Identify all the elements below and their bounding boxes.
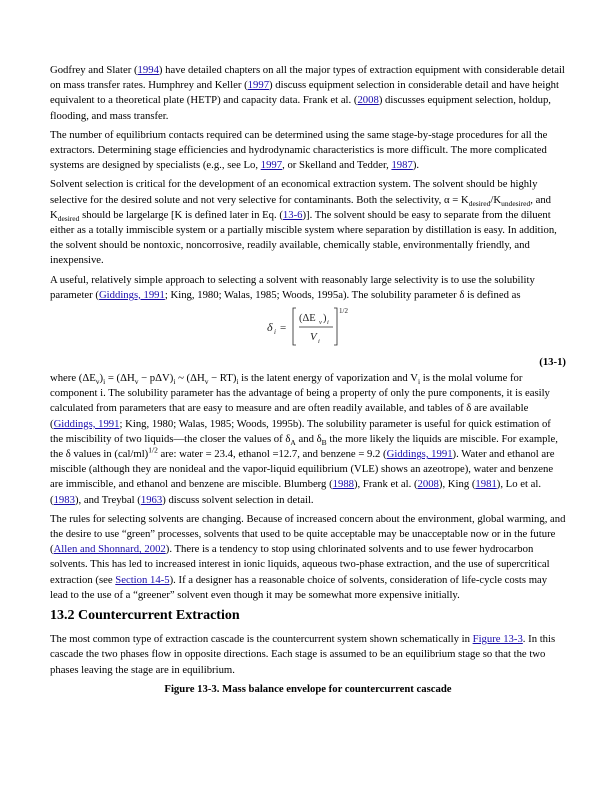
link-treybal-1963[interactable]: 1963 — [140, 493, 163, 506]
eq-equals: = — [280, 322, 287, 335]
link-frank-2008[interactable]: 2008 — [357, 94, 379, 107]
paragraph-countercurrent: The most common type of extraction cascade is the countercurrent system shown schematically in Figure 13-3. In this cascade the two phases flow in opposite directions. Each stage is assumed to be an equilibrium stage so that the two phases leaving the stage are in equilibrium. — [50, 633, 556, 676]
eq-numerator: (ΔE — [299, 313, 316, 325]
eq-numerator-sub2: i — [327, 319, 329, 327]
equation-graphic — [265, 303, 355, 349]
link-lo-1983[interactable]: 1983 — [53, 493, 75, 506]
equation-13-1 — [50, 303, 566, 351]
link-frank-2008-b[interactable]: 2008 — [417, 478, 439, 491]
link-giddings-1991-a[interactable]: Giddings, 1991 — [98, 288, 165, 301]
eq-numerator-sub: v — [319, 319, 322, 327]
link-allen-shonnard-2002[interactable]: Allen and Shonnard, 2002 — [53, 543, 166, 556]
paragraph-equilibrium-contacts: The number of equilibrium contacts required can be determined using the same stage-by-stage procedures for all the extractors. Determining stage efficiencies and hydrodynamic characteristics is more difficult. The more complicated systems are designed by specialists (e.g., see Lo, 1997, or Skelland and Tedder, 1987). — [50, 128, 548, 172]
equation-number: (13-1) — [539, 356, 566, 369]
paragraph-equipment-references: Godfrey and Slater (1994) have detailed chapters on all the major types of extraction equipment with considerable detail on mass transfer rates. Humphrey and Keller (1997) discuss equipment selection in considerable detail and have height equivalent to a theoretical plate (HETP) and capacity data. Frank et al. (2008) discusses equipment selection, holdup, flooding, and mass transfer. — [50, 64, 565, 122]
eq-denominator-sub: i — [318, 338, 320, 346]
figure-caption: Figure 13-3. Mass balance envelope for countercurrent cascade — [164, 682, 452, 695]
link-blumberg-1988[interactable]: 1988 — [332, 478, 354, 491]
paragraph-latent-energy: where $(\Delta E_v)_i = (\Delta H_v - p\Delta V)_i$ ~ $(\Delta H_v - RT)_i$ is the latent energy of vaporization and $V_i$ is the molal volume for component i. The solubility parameter has the advantage of being a property of only the pure components, it is easily calculated from parameters that are easy to measure and are often readily available, and tables of δ are available (Giddings, 1991; King, 1980; Walas, 1985; Woods, 1995b). The solubility parameter is useful for quick estimation of the miscibility of two liquids—the closer the values of $\delta_A$ and $\delta_B$ the more likely the liquids are miscible. For example, the δ values in $(cal/ml)^{1/2}$ are: water = 23.4, ethanol =12.7, and benzene = 9.2 (Giddings, 1991). Water and ethanol are miscible (although they are nonideal and the vapor-liquid equilibrium (VLE) shows an azeotrope), water and benzene are immiscible, and ethanol and benzene are miscible. Blumberg (1988), Frank et al. (2008), King (1981), Lo et al. (1983), and Treybal (1963) discuss solvent selection in detail. — [50, 372, 558, 506]
section-heading: 13.2 Countercurrent Extraction — [50, 608, 240, 624]
eq-numerator-close: ) — [323, 313, 327, 325]
eq-delta: δ — [267, 320, 273, 335]
eq-delta-sub: i — [274, 328, 276, 337]
link-lo-1997[interactable]: 1997 — [260, 159, 283, 172]
eq-exponent: 1/2 — [339, 307, 348, 316]
link-section-14-5[interactable]: Section 14-5 — [115, 573, 170, 586]
link-giddings-1991-b[interactable]: Giddings, 1991 — [53, 417, 120, 430]
link-humphrey-1997[interactable]: 1997 — [247, 79, 270, 92]
paragraph-green-solvents: The rules for selecting solvents are changing. Because of increased concern about the environment, global warming, and the desire to use “green” processes, solvents that used to be quite acceptable may be unacceptable now or in the future (Allen and Shonnard, 2002). There is a tendency to stop using chlorinated solvents and to use fewer hydrocarbon solvents. This has led to increased interest in ionic liquids, aqueous two-phase extraction, and the use of supercritical extraction (see Section 14-5). If a designer has a reasonable choice of solvents, consideration of life-cycle costs may lead to the use of a “greener” solvent even though it may be somewhat more expensive initially. — [50, 512, 566, 601]
link-skelland-1987[interactable]: 1987 — [391, 159, 413, 172]
eq-left-bracket — [293, 308, 296, 345]
paragraph-solvent-selection: Solvent selection is critical for the development of an economical extraction system. The solvent should be highly selective for the desired solute and not very selective for contaminants. Both the selectivity, $\alpha = K_{desired}/K_{undesired}$, and $K_{desired}$ should be largelarge [K is defined later in Eq. (13-6)]. The solvent should be easy to separate from the diluent either as a totally immiscible system or a partially miscible system where separation by distillation is easy. In addition, the solvent should be nontoxic, noncorrosive, readily available, chemically stable, environmentally friendly, and inexpensive. — [50, 178, 557, 267]
eq-right-bracket — [334, 308, 337, 345]
link-eq-13-6[interactable]: 13-6 — [282, 208, 303, 221]
document-page — [50, 63, 566, 696]
link-king-1981[interactable]: 1981 — [475, 478, 497, 491]
paragraph-solubility-parameter: A useful, relatively simple approach to selecting a solvent with reasonably large selectivity is to use the solubility parameter (Giddings, 1991; King, 1980; Walas, 1985; Woods, 1995a). The solubility parameter δ is defined as — [50, 273, 535, 301]
link-godfrey-1994[interactable]: 1994 — [137, 64, 159, 76]
eq-denominator: V — [310, 331, 317, 344]
link-figure-13-3[interactable]: Figure 13-3 — [472, 633, 523, 646]
link-giddings-1991-c[interactable]: Giddings, 1991 — [386, 448, 453, 461]
